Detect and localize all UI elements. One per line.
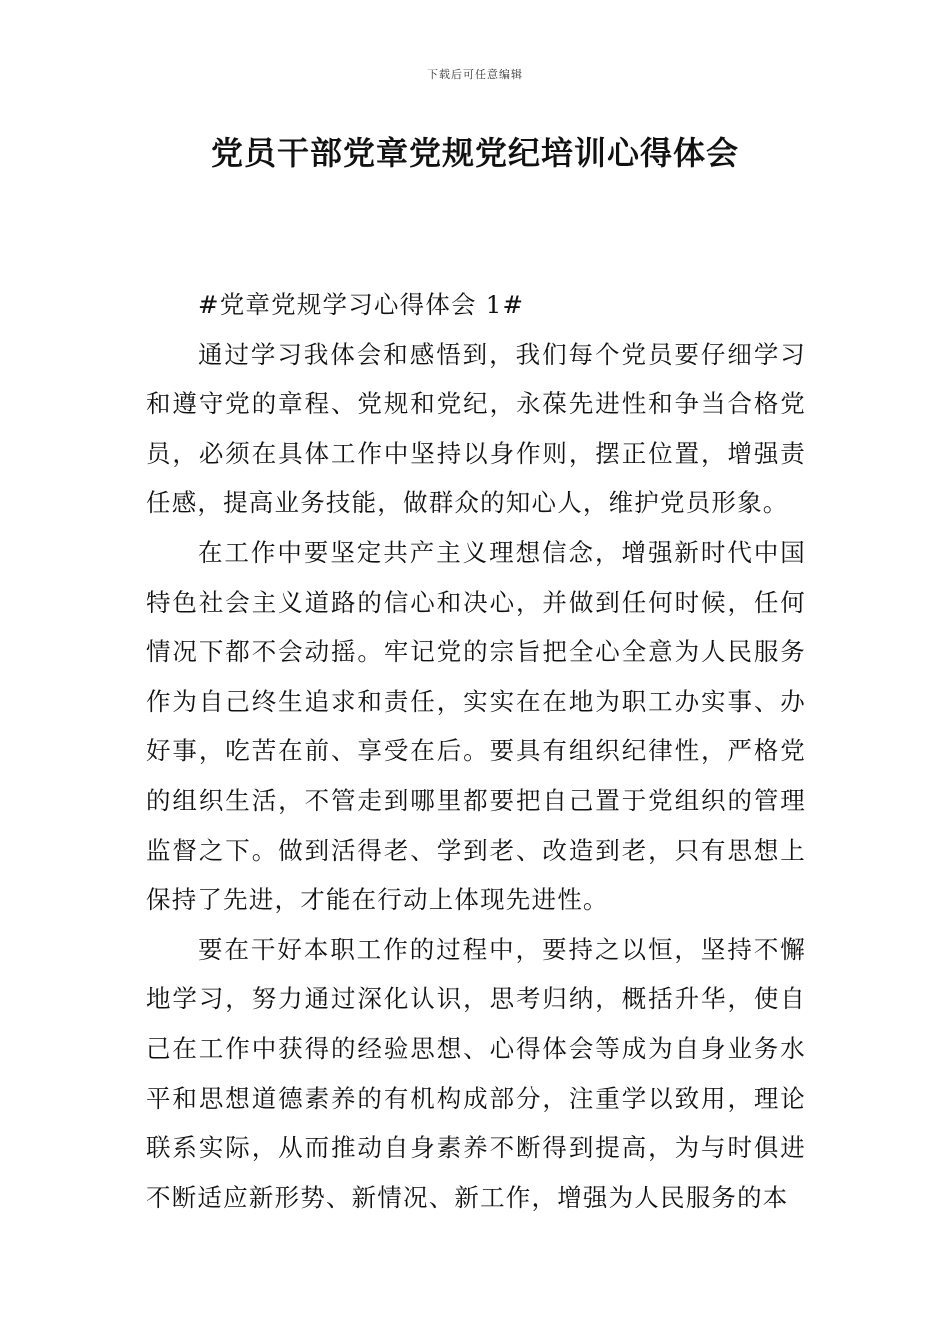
paragraph-2: 在工作中要坚定共产主义理想信念，增强新时代中国特色社会主义道路的信心和决心，并做到任何时候，任何情况下都不会动摇。牢记党的宗旨把全心全意为人民服务作为自己终生追求和责任，实实在在地为职工办实事、办好事，吃苦在前、享受在后。要具有组织纪律性，严格党的组织生活，不管走到哪里都要把自己置于党组织的管理监督之下。做到活得老、学到老、改造到老，只有思想上保持了先进，才能在行动上体现先进性。 (146, 537, 806, 915)
paragraph-1: 通过学习我体会和感悟到，我们每个党员要仔细学习和遵守党的章程、党规和党纪，永葆先进性和争当合格党员，必须在具体工作中坚持以身作则，摆正位置，增强责任感，提高业务技能，做群众的知心人，维护党员形象。 (146, 339, 806, 518)
document-title: 党员干部党章党规党纪培训心得体会 (210, 134, 739, 172)
paragraph-3: 要在干好本职工作的过程中，要持之以恒，坚持不懈地学习，努力通过深化认识，思考归纳，概括升华，使自己在工作中获得的经验思想、心得体会等成为自身业务水平和思想道德素养的有机构成部分，注重学以致用，理论联系实际，从而推动自身素养不断得到提高，为与时俱进不断适应新形势、新情况、新工作，增强为人民服务的本 (146, 934, 806, 1212)
section-heading: #党章党规学习心得体会 1# (198, 290, 525, 319)
document-body (146, 280, 806, 1222)
header-note: 下载后可任意编辑 (427, 68, 523, 81)
